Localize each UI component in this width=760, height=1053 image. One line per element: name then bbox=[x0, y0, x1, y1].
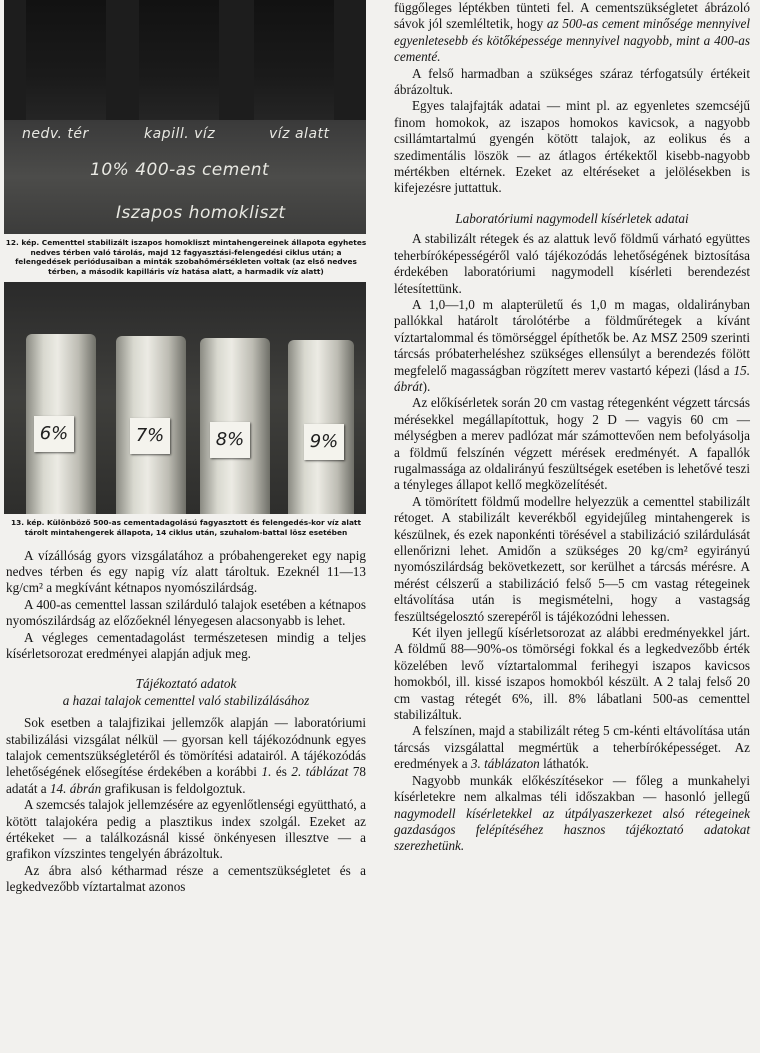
photo-label-underwater: víz alatt bbox=[269, 126, 330, 142]
paragraph: A tömörített földmű modellre helyezzük a cementtel stabilizált rétoget. A stabilizált keverékből egyidejűleg mintahengerek is készülnek, és ezek naponkénti törésével a stabilizáció szilárdulását ellenőrizni lehet. Amidőn a szükséges 20 kg/cm² egyirányú nyomószilárdság bekövetkezett, sor kerülhet a tárcsás mérésre. A mérést célszerű a stabilizáció felső 5—5 cm vastag rétegeinek eltávolítása után is megismételni, hogy a vastagság feszültségelosztó szerepéről is tájékozódni lehessen. bbox=[394, 493, 750, 624]
sample-cylinder-2 bbox=[139, 0, 219, 128]
paragraph: Az ábra alsó kétharmad része a cementszükségletet és a legkedvezőbb víztartalmat azonos bbox=[6, 862, 366, 895]
figure-12-caption: 12. kép. Cementtel stabilizált iszapos homokliszt mintahengereinek állapota egyhetes nedves térben való tárolás, majd 12 fagyasztási-felengedési ciklus után; a felengedések periódusaiban a minták szobahőmérsékleten voltak (az első nedves térben, a második kapilláris víz hatása alatt, a harmadik víz alatt) bbox=[5, 238, 367, 276]
section-heading-line1: Tájékoztató adatok bbox=[135, 676, 237, 692]
photo-label-soil: Iszapos homokliszt bbox=[116, 203, 286, 223]
paragraph: A 400-as cementtel lassan szilárduló talajok esetében a kétnapos nyomószilárdság az előzőeknél lényegesen alacsonyabb is lehet. bbox=[6, 596, 366, 629]
paragraph: Egyes talajfajták adatai — mint pl. az egyenletes szemcséjű finom homokok, az iszapos homokos kavicsok, a nagyobb csillámtartalmú gyengén kötött talajok, az eolikus és a szedimentális löszök — az átlagos értékektől kisebb-nagyobb mértékben eltérnek. Ezeket az eltéréseket a jelölésekben is kifejezésre juttattuk. bbox=[394, 98, 750, 196]
photo-label-wet: nedv. tér bbox=[22, 126, 89, 142]
card-8-percent: 8% bbox=[210, 422, 250, 458]
paragraph: A vízállóság gyors vizsgálatához a próbahengereket egy napig nedves térben és egy napig víz alatt tároltuk. Ezeknél 11—13 kg/cm² a megkívánt kétnapos nyomószilárdság. bbox=[6, 547, 366, 596]
paragraph: Két ilyen jellegű kísérletsorozat az alábbi eredményekkel járt. A földmű 88—90%-os tömörségi fokkal és a legkedvezőbb érték közelében levő víztartalommal ferihegyi iszapos kavicsos homokból, ill. kissé iszapos homokból készült. A 2 talaj felső 20 cm vastag rétegét 6%, ill. 8% lábatlani 500-as cementtel stabilizáltuk. bbox=[394, 625, 750, 723]
paragraph: A felső harmadban a szükséges száraz térfogatsúly értékeit ábrázoltuk. bbox=[394, 65, 750, 98]
figure-13-caption: 13. kép. Különböző 500-as cementadagolású fagyasztott és felengedés-kor víz alatt tárolt mintahengerek állapota, 14 ciklus után, szuhalom-battal lösz esetében bbox=[10, 518, 361, 537]
card-7-percent: 7% bbox=[130, 418, 170, 454]
paragraph: Az előkísérletek során 20 cm vastag rétegenként végzett tárcsás mérésekkel megállapítottuk, hogy 2 D — vagyis 60 cm — mélységben a merev padlózat már számottevően nem befolyásolja a földmű felszínén végzett mérések eredményét. A fapallók rugalmassága az oldalirányú feszültségek esetében is lehetővé teszi a tényleges állapot kellő megközelítését. bbox=[394, 395, 750, 493]
paragraph: függőleges léptékben tünteti fel. A cementszükségletet ábrázoló sávok jól szemléltetik, hogy az 500-as cement minősége mennyivel egyenletesebb és kötőképessége mennyivel nagyobb, mint a 400-as cementé. bbox=[394, 0, 750, 65]
left-column bbox=[0, 0, 372, 896]
paragraph: Nagyobb munkák előkészítésekor — főleg a munkahelyi kísérletekre nem alkalmas téli időszakban — hasonló jellegű nagymodell kísérletekkel az útpályaszerkezet alsó rétegeinek gazdaságos felépítéséhez hasznos tájékoztató adatokat szerezhetünk. bbox=[394, 772, 750, 854]
photo-label-capillary: kapill. víz bbox=[144, 126, 216, 142]
paragraph: A 1,0—1,0 m alapterületű és 1,0 m magas, oldalirányban pallókkal határolt tárolótérbe a földműrétegek a kívánt víztartalommal és tömörséggel építhetők be. Az MSZ 2509 szerinti tárcsás próbaterheléshez szükséges ellensúlyt a berendezés fölött megfelelő magasságban rögzített merev vastartó képezi (lásd a 15. ábrát). bbox=[394, 296, 750, 394]
paragraph: A szemcsés talajok jellemzésére az egyenlőtlenségi együttható, a kötött talajokéra pedig a plasztikus index szolgál. Ezeket az értékeket — a találkozásnál kissé önkényesen illesztve — a grafikon vízszintes tengelyén ábrázoltuk. bbox=[6, 797, 367, 862]
photo-label-cement: 10% 400-as cement bbox=[90, 160, 270, 180]
sample-cylinder-1 bbox=[26, 0, 106, 128]
card-9-percent: 9% bbox=[304, 424, 344, 460]
section-heading-line2: a hazai talajok cementtel való stabilizálásához bbox=[62, 692, 310, 708]
paragraph: A felszínen, majd a stabilizált réteg 5 cm-kénti eltávolítása után tárcsás vizsgálattal megmértük a teherbíróképességet. Az eredmények a 3. táblázaton láthatók. bbox=[394, 723, 750, 772]
right-column bbox=[394, 0, 750, 855]
paragraph: A stabilizált rétegek és az alattuk levő földmű várható együttes teherbíróképességéről való tájékozódás lehetőségének biztosítása érdekében laboratóriumi nagymodell kísérleti berendezést létesítettünk. bbox=[394, 231, 750, 296]
section-heading: Laboratóriumi nagymodell kísérletek adatai bbox=[455, 210, 689, 226]
sample-cylinder-3 bbox=[254, 0, 334, 128]
left-body-text bbox=[6, 548, 366, 896]
photo-12-frozen-samples bbox=[4, 0, 366, 234]
photo-13-cement-samples bbox=[4, 282, 366, 514]
paragraph: Sok esetben a talajfizikai jellemzők alapján — laboratóriumi stabilizálási vizsgálat nélkül — gyorsan kell tájékozódnunk egyes talajok cementszükségletéről és tömörítési adatairól. A tájékozódás lehetőségének elősegítése érdekében a korábbi 1. és 2. táblázat 78 adatát a 14. ábrán grafikusan is feldolgoztuk. bbox=[6, 715, 367, 796]
card-6-percent: 6% bbox=[34, 416, 74, 452]
paragraph: A végleges cementadagolást természetesen mindig a teljes kísérletsorozat eredményei alapján adjuk meg. bbox=[6, 629, 366, 661]
